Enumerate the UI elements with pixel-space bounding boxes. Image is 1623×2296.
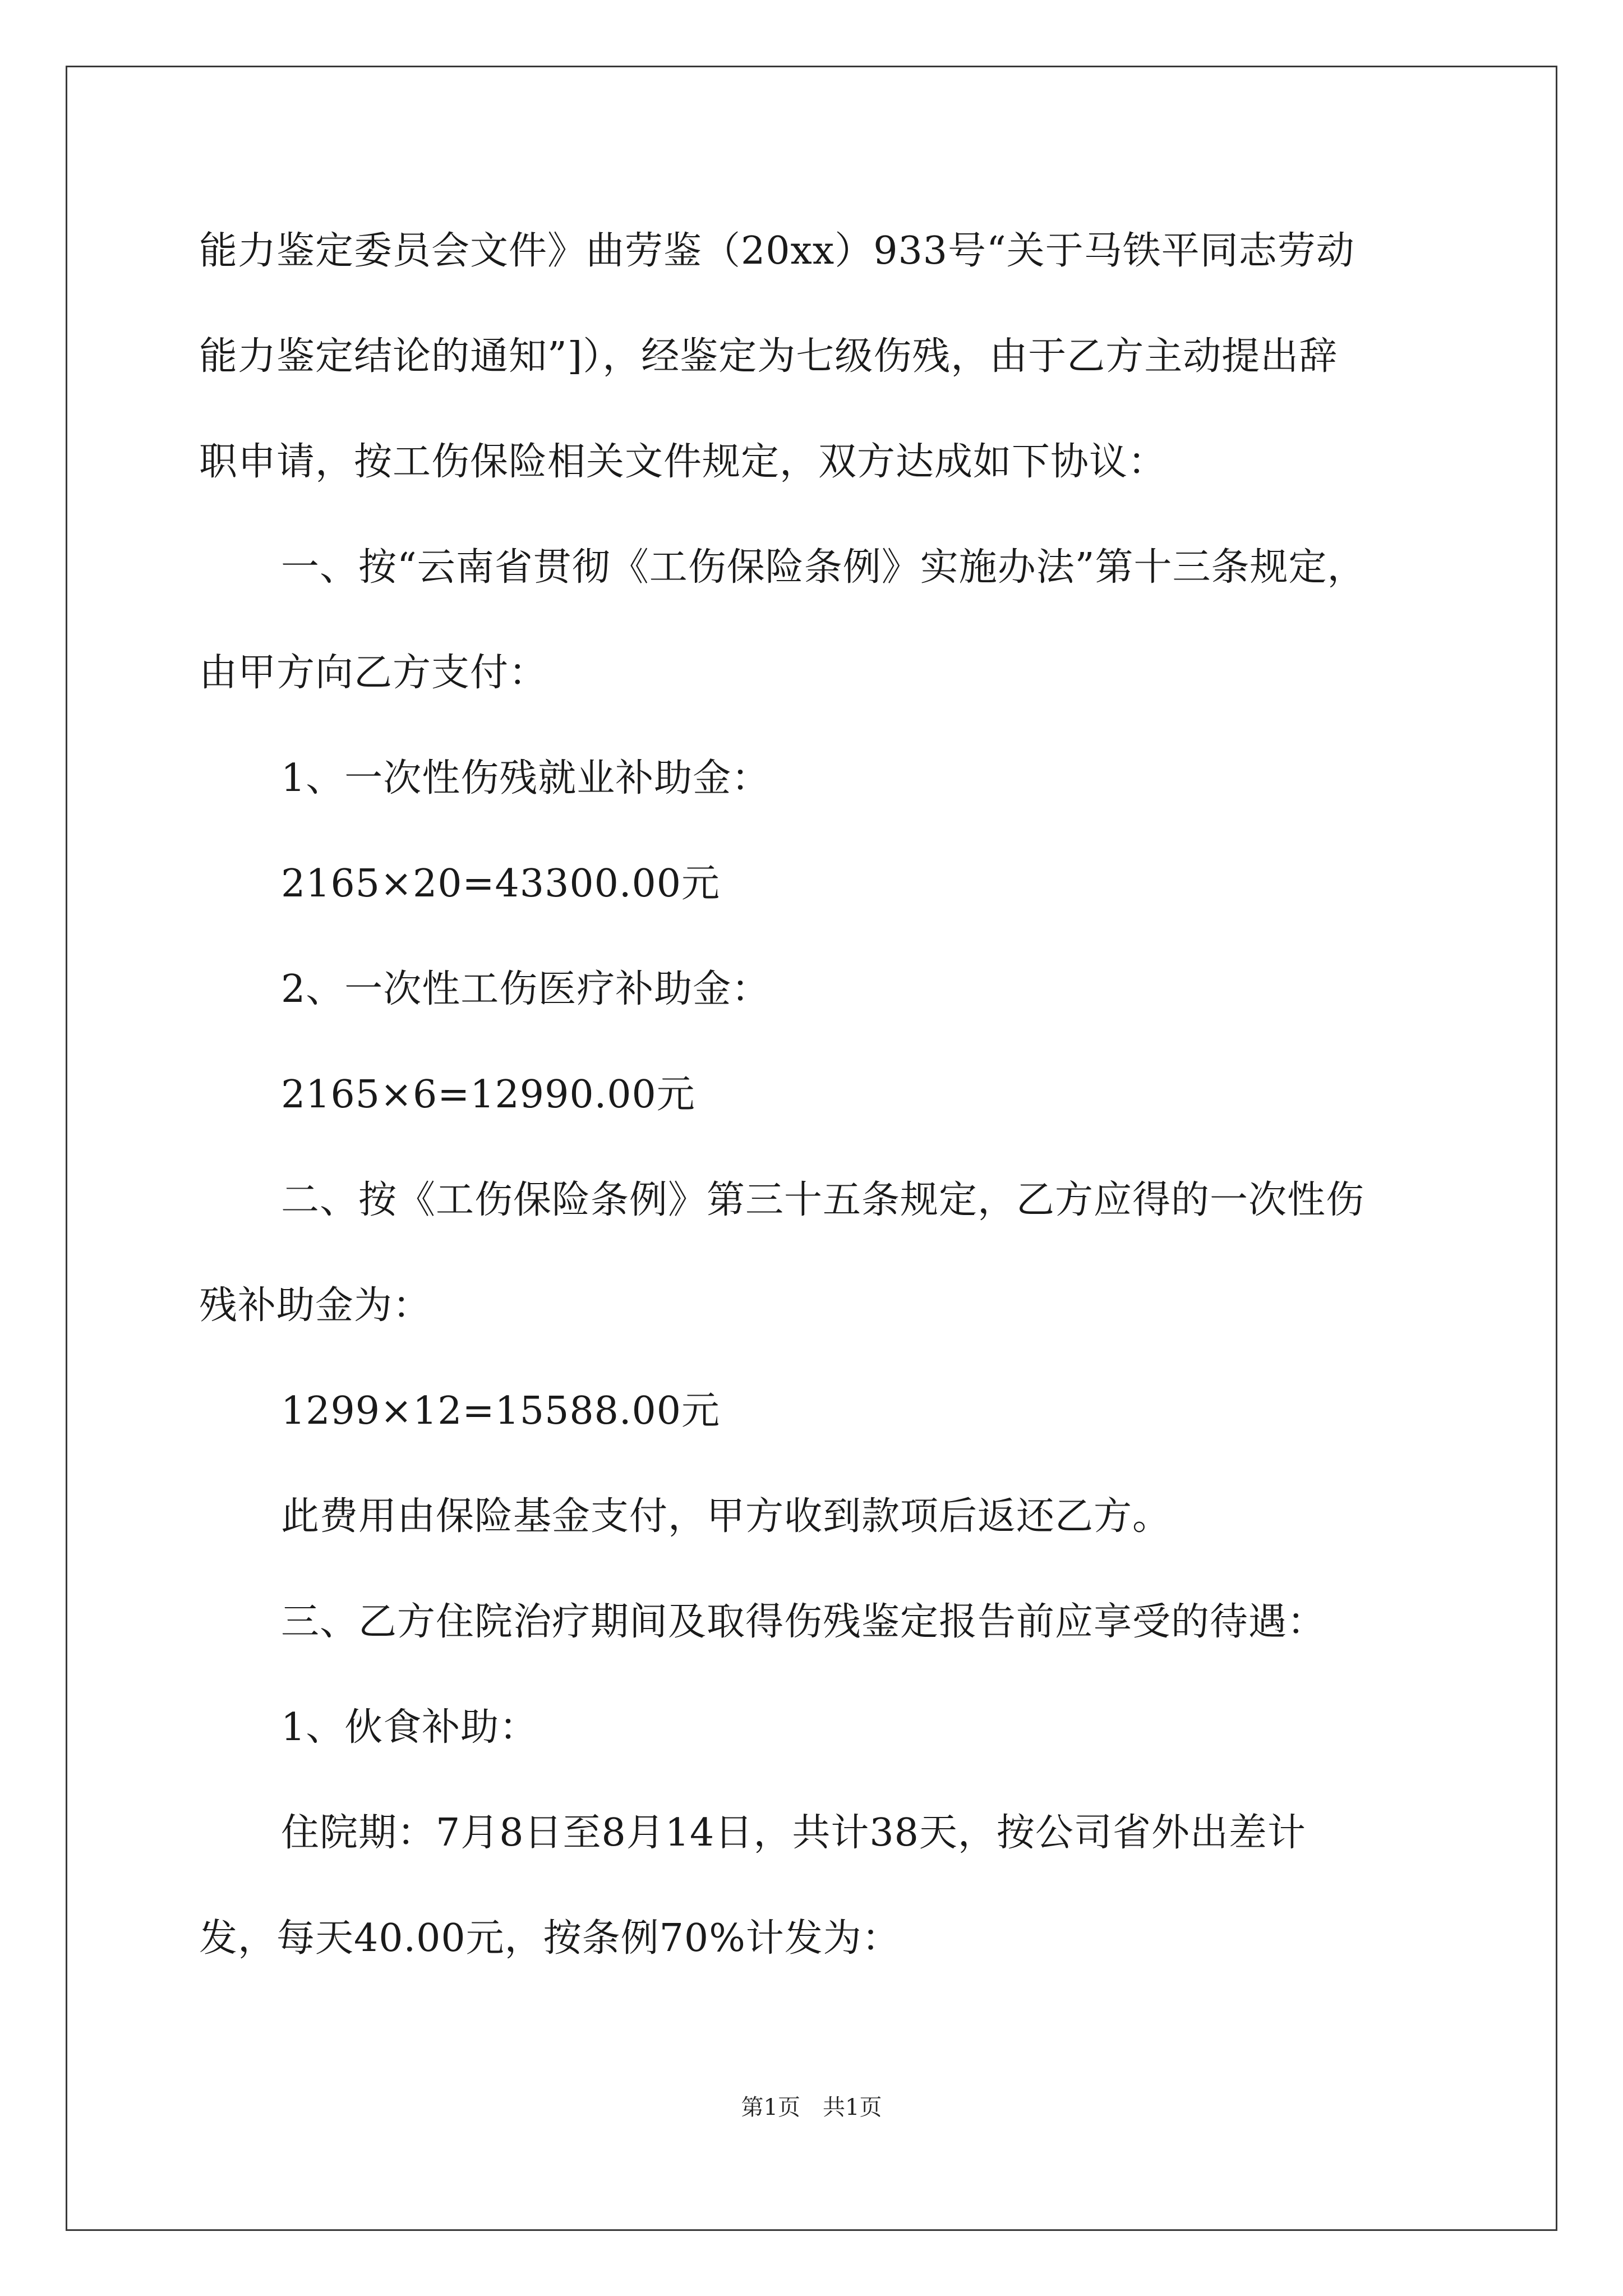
body-line-17: 发，每天40.00元，按条例70%计发为： <box>199 1916 901 1961</box>
item-disability-employment-subsidy: 1、一次性伤残就业补助金： <box>281 756 771 800</box>
document-body <box>199 218 1433 2010</box>
body-line-1: 能力鉴定委员会文件》曲劳鉴（20xx）933号“关于马铁平同志劳动 <box>199 229 1355 273</box>
page-number-footer: 第1页 共1页 <box>741 2095 882 2120</box>
calc-employment-subsidy: 2165×20=43300.00元 <box>281 862 720 906</box>
calc-medical-subsidy: 2165×6=12990.00元 <box>281 1073 695 1117</box>
body-line-13: 此费用由保险基金支付，甲方收到款项后返还乙方。 <box>281 1494 1172 1539</box>
body-line-2: 能力鉴定结论的通知”]），经鉴定为七级伤残，由于乙方主动提出辞 <box>199 334 1338 379</box>
body-line-5: 由甲方向乙方支付： <box>199 651 548 695</box>
item-medical-subsidy: 2、一次性工伤医疗补助金： <box>281 967 771 1011</box>
clause-two-heading: 二、按《工伤保险条例》第三十五条规定，乙方应得的一次性伤 <box>281 1178 1365 1222</box>
item-meal-subsidy: 1、伙食补助： <box>281 1705 538 1750</box>
clause-three-heading: 三、乙方住院治疗期间及取得伤残鉴定报告前应享受的待遇： <box>281 1600 1326 1644</box>
body-line-11: 残补助金为： <box>199 1283 432 1328</box>
clause-one-heading: 一、按“云南省贯彻《工伤保险条例》实施办法”第十三条规定， <box>281 545 1366 590</box>
calc-disability-subsidy: 1299×12=15588.00元 <box>281 1389 720 1433</box>
body-line-16: 住院期：7月8日至8月14日，共计38天，按公司省外出差计 <box>281 1811 1306 1855</box>
body-line-3: 职申请，按工伤保险相关文件规定，双方达成如下协议： <box>199 440 1167 484</box>
